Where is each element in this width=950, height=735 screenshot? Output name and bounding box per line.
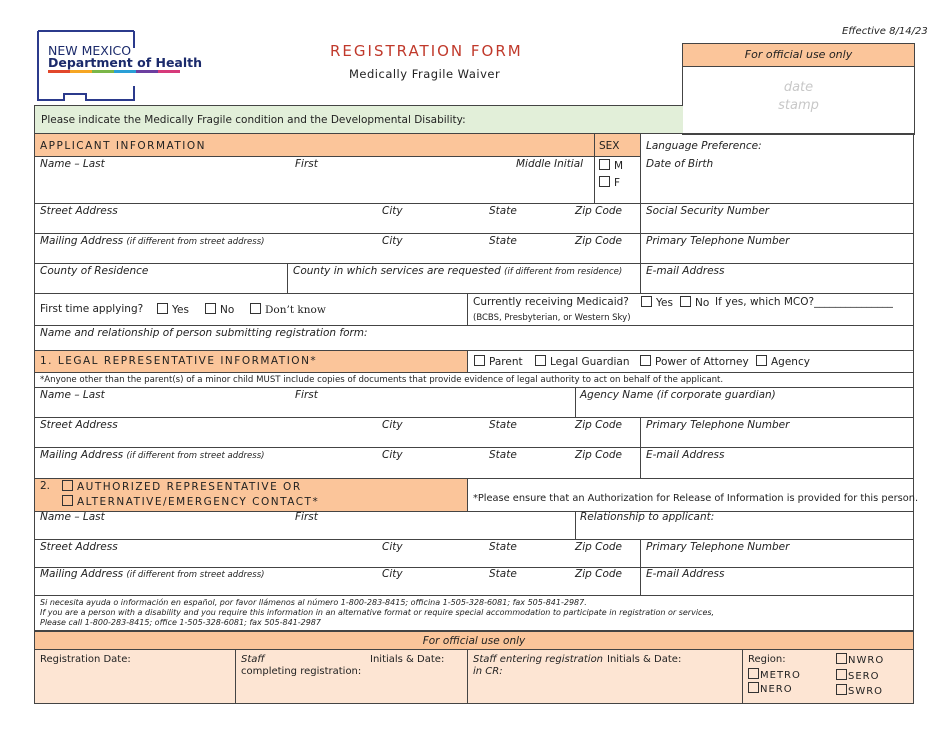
medicaid-label: Currently receiving Medicaid? — [473, 296, 629, 308]
applicant-street-field[interactable]: Street Address — [40, 205, 118, 217]
legal-city-field[interactable]: City — [382, 419, 403, 431]
relationship-field[interactable]: Relationship to applicant: — [580, 511, 715, 523]
legal-guardian-checkbox[interactable]: Legal Guardian — [535, 355, 630, 369]
checkbox-icon — [157, 303, 168, 314]
legal-state-field[interactable]: State — [489, 419, 517, 431]
authorized-mailing-field[interactable]: Mailing Address (if different from street address) — [40, 568, 265, 580]
legal-mailing-field[interactable]: Mailing Address (if different from street address) — [40, 449, 265, 461]
staff-initials-date-field[interactable]: Initials & Date: — [370, 654, 445, 665]
official-use-bottom-header: For official use only — [34, 631, 914, 650]
region-swro-checkbox[interactable]: SWRO — [836, 684, 883, 698]
checkbox-icon — [535, 355, 546, 366]
checkbox-icon — [748, 668, 759, 679]
checkbox-icon — [836, 684, 847, 695]
sex-m-checkbox[interactable]: M — [599, 159, 623, 173]
region-nero-checkbox[interactable]: NERO — [748, 682, 793, 696]
region-label: Region: — [748, 654, 786, 665]
region-sero-checkbox[interactable]: SERO — [836, 669, 880, 683]
checkbox-icon — [474, 355, 485, 366]
checkbox-icon — [599, 159, 610, 170]
stamp-label: stamp — [778, 98, 819, 113]
checkbox-icon — [836, 669, 847, 680]
checkbox-icon — [250, 303, 261, 314]
logo-line-2: Department of Health — [48, 55, 203, 70]
disability-note: If you are a person with a disability and you require this information in an alternative format or require special accommodation to participate in registration or services, — [40, 608, 715, 617]
checkbox-icon — [62, 480, 73, 491]
ssn-field[interactable]: Social Security Number — [646, 205, 770, 217]
checkbox-icon — [641, 296, 652, 307]
effective-date: Effective 8/14/23 — [842, 26, 928, 37]
legal-phone-field[interactable]: Primary Telephone Number — [646, 419, 790, 431]
mco-field[interactable]: If yes, which MCO?_______________ — [715, 296, 893, 308]
authorized-phone-field[interactable]: Primary Telephone Number — [646, 541, 790, 553]
medicaid-no-checkbox[interactable]: No — [680, 296, 709, 310]
form-title: REGISTRATION FORM — [330, 42, 523, 60]
indicate-condition-label: Please indicate the Medically Fragile condition and the Developmental Disability: — [41, 114, 466, 126]
contact-phone-note: Please call 1-800-283-8415; office 1-505-328-6081; fax 505-841-2987 — [40, 618, 321, 627]
checkbox-icon — [640, 355, 651, 366]
date-stamp-label: date — [783, 80, 814, 95]
cr-initials-date-field[interactable]: Initials & Date: — [607, 654, 682, 665]
authorized-street-field[interactable]: Street Address — [40, 541, 118, 553]
legal-email-field[interactable]: E-mail Address — [646, 449, 725, 461]
spanish-help-note: Si necesita ayuda o información en español, por favor llámenos al número 1-800-283-8415; officina 1-505-328-6081; fax 505-841-2987. — [40, 598, 587, 607]
checkbox-icon — [205, 303, 216, 314]
applicant-email-field[interactable]: E-mail Address — [646, 265, 725, 277]
region-metro-checkbox[interactable]: METRO — [748, 668, 801, 682]
staff-cr-label-2: in CR: — [473, 666, 503, 677]
sex-label: SEX — [599, 140, 620, 152]
first-time-yes-checkbox[interactable]: Yes — [157, 303, 189, 317]
authorized-section-number: 2. — [40, 480, 51, 492]
applicant-mailing-city-field[interactable]: City — [382, 235, 403, 247]
staff-completing-label-2: completing registration: — [241, 666, 362, 677]
applicant-city-field[interactable]: City — [382, 205, 403, 217]
legal-last-name-field[interactable]: Name – Last — [40, 389, 105, 401]
sex-f-checkbox[interactable]: F — [599, 176, 620, 190]
first-time-no-checkbox[interactable]: No — [205, 303, 234, 317]
agency-name-field[interactable]: Agency Name (if corporate guardian) — [580, 389, 776, 401]
authorized-email-field[interactable]: E-mail Address — [646, 568, 725, 580]
mco-note: (BCBS, Presbyterian, or Western Sky) — [473, 313, 631, 323]
region-nwro-checkbox[interactable]: NWRO — [836, 653, 884, 667]
staff-cr-label: Staff entering registration — [473, 654, 604, 665]
authorized-zip-field[interactable]: Zip Code — [575, 541, 622, 553]
authorized-note: *Please ensure that an Authorization for Release of Information is provided for this person. — [473, 493, 919, 504]
authorized-mailing-city-field[interactable]: City — [382, 568, 403, 580]
alternative-contact-checkbox[interactable]: ALTERNATIVE/EMERGENCY CONTACT* — [62, 495, 319, 509]
applicant-mailing-zip-field[interactable]: Zip Code — [575, 235, 622, 247]
applicant-phone-field[interactable]: Primary Telephone Number — [646, 235, 790, 247]
applicant-middle-initial-field[interactable]: Middle Initial — [516, 158, 584, 170]
first-time-applying-label: First time applying? — [40, 303, 144, 315]
submitter-field[interactable]: Name and relationship of person submitting registration form: — [40, 327, 368, 339]
medicaid-yes-checkbox[interactable]: Yes — [641, 296, 673, 310]
staff-completing-label: Staff — [241, 654, 265, 665]
applicant-state-field[interactable]: State — [489, 205, 517, 217]
legal-section-title: 1. LEGAL REPRESENTATIVE INFORMATION* — [40, 355, 318, 367]
checkbox-icon — [756, 355, 767, 366]
authorized-mailing-zip-field[interactable]: Zip Code — [575, 568, 622, 580]
first-time-dont-know-checkbox[interactable]: Don’t know — [250, 303, 326, 317]
authorized-checkbox[interactable]: AUTHORIZED REPRESENTATIVE OR — [62, 480, 302, 494]
legal-first-name-field[interactable]: First — [295, 389, 318, 401]
legal-mailing-state-field[interactable]: State — [489, 449, 517, 461]
authorized-mailing-state-field[interactable]: State — [489, 568, 517, 580]
legal-note: *Anyone other than the parent(s) of a minor child MUST include copies of documents that provide evidence of legal authority to act on behalf of the applicant. — [40, 375, 724, 385]
county-residence-field[interactable]: County of Residence — [40, 265, 149, 277]
checkbox-icon — [599, 176, 610, 187]
applicant-mailing-field[interactable]: Mailing Address (if different from street address) — [40, 235, 265, 247]
authorized-city-field[interactable]: City — [382, 541, 403, 553]
official-stamp-box — [682, 43, 915, 135]
legal-parent-checkbox[interactable]: Parent — [474, 355, 523, 369]
applicant-section-title: APPLICANT INFORMATION — [40, 140, 207, 152]
checkbox-icon — [680, 296, 691, 307]
indicate-condition-field[interactable] — [34, 105, 683, 134]
logo-line-1: NEW MEXICO — [48, 43, 132, 58]
legal-poa-checkbox[interactable]: Power of Attorney — [640, 355, 749, 369]
checkbox-icon — [836, 653, 847, 664]
legal-agency-checkbox[interactable]: Agency — [756, 355, 810, 369]
applicant-first-name-field[interactable]: First — [295, 158, 318, 170]
county-services-field[interactable]: County in which services are requested (if different from residence) — [293, 265, 623, 277]
official-use-header: For official use only — [683, 44, 914, 67]
form-subtitle: Medically Fragile Waiver — [349, 67, 501, 81]
checkbox-icon — [62, 495, 73, 506]
authorized-state-field[interactable]: State — [489, 541, 517, 553]
applicant-last-name-field[interactable]: Name – Last — [40, 158, 105, 170]
authorized-last-name-field[interactable]: Name – Last — [40, 511, 105, 523]
applicant-mailing-state-field[interactable]: State — [489, 235, 517, 247]
nm-logo — [34, 28, 204, 104]
legal-mailing-zip-field[interactable]: Zip Code — [575, 449, 622, 461]
applicant-zip-field[interactable]: Zip Code — [575, 205, 622, 217]
legal-mailing-city-field[interactable]: City — [382, 449, 403, 461]
legal-zip-field[interactable]: Zip Code — [575, 419, 622, 431]
registration-date-field[interactable]: Registration Date: — [40, 654, 131, 665]
date-of-birth-field[interactable]: Date of Birth — [646, 158, 714, 170]
authorized-first-name-field[interactable]: First — [295, 511, 318, 523]
language-preference-field[interactable]: Language Preference: — [646, 140, 762, 152]
legal-street-field[interactable]: Street Address — [40, 419, 118, 431]
checkbox-icon — [748, 682, 759, 693]
